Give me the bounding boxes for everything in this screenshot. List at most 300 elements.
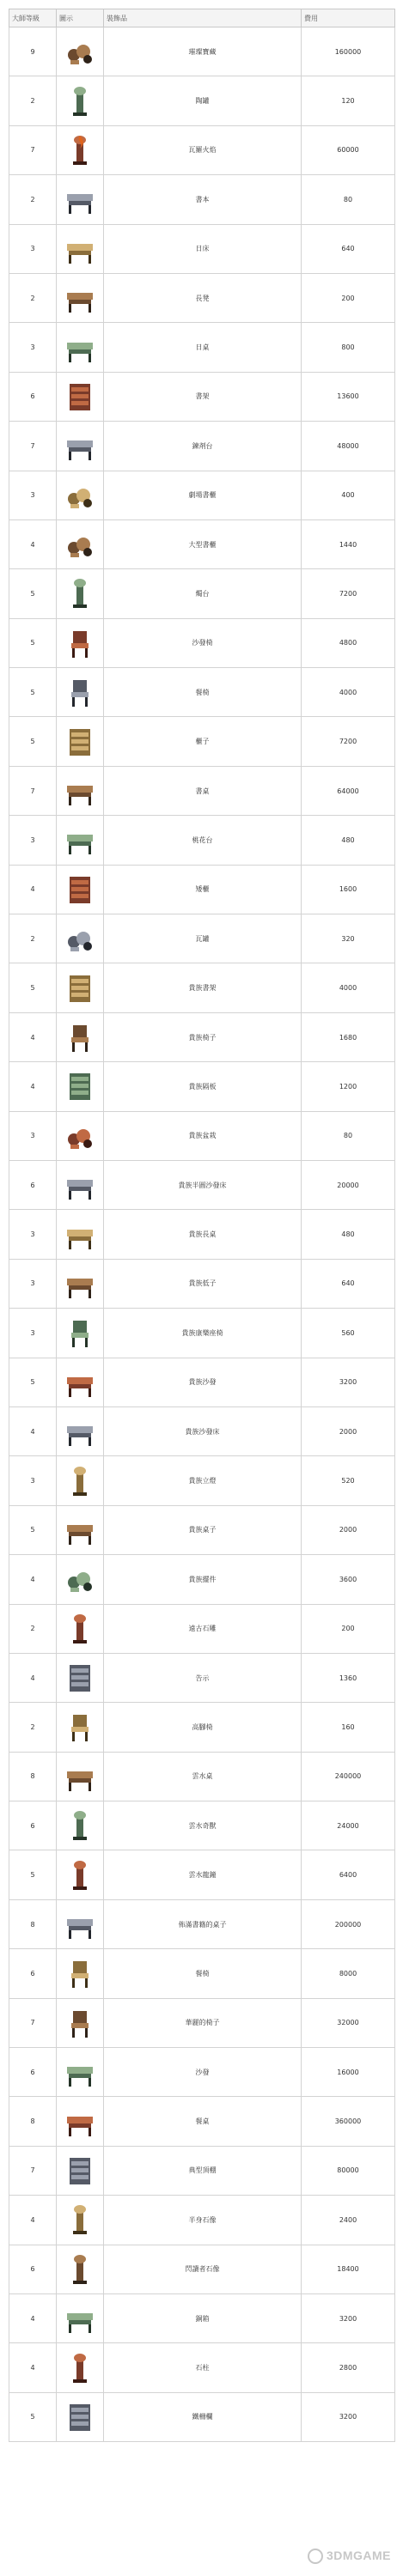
cell-icon [57,914,104,963]
cell-name: 典型頂棚 [104,2146,302,2195]
scattered-items-icon [62,921,98,956]
table-row [9,1062,395,1111]
table-row [9,717,395,766]
cell-level: 2 [9,1703,57,1752]
cell-level: 3 [9,1210,57,1259]
cell-icon [57,1505,104,1554]
cell-icon [57,668,104,717]
cell-icon [57,372,104,421]
cell-level: 3 [9,323,57,372]
cell-cost: 3200 [302,2293,395,2342]
side-table-icon [62,823,98,857]
cell-cost: 3600 [302,1555,395,1604]
cell-level: 2 [9,1604,57,1653]
cell-level: 3 [9,1456,57,1505]
bird-statue-icon [62,1808,98,1843]
cell-name: 石柱 [104,2343,302,2392]
table-row [9,1012,395,1061]
cell-level: 2 [9,273,57,322]
cell-level: 5 [9,1505,57,1554]
cell-icon [57,273,104,322]
low-table-icon [62,1267,98,1301]
cell-cost: 560 [302,1309,395,1358]
cell-name: 遠古石雕 [104,1604,302,1653]
cell-cost: 520 [302,1456,395,1505]
cell-icon [57,2343,104,2392]
table-row [9,1653,395,1702]
header-cost: 費用 [302,9,395,27]
cell-cost: 200 [302,273,395,322]
cell-level: 8 [9,2097,57,2146]
cell-cost: 360000 [302,2097,395,2146]
table-body [9,27,395,2442]
cell-level: 7 [9,1998,57,2047]
noble-shelf-icon [62,971,98,1005]
cell-cost: 160000 [302,27,395,76]
alchemy-table-icon [62,428,98,463]
table-row [9,27,395,76]
cell-name: 貴族長桌 [104,1210,302,1259]
cell-name: 貴族沙發床 [104,1406,302,1455]
cell-cost: 480 [302,1210,395,1259]
cell-icon [57,1801,104,1850]
cell-name: 日桌 [104,323,302,372]
cell-cost: 4000 [302,963,395,1012]
cell-name: 書本 [104,175,302,224]
cell-cost: 1600 [302,865,395,914]
cell-name: 佈滿書籍的桌子 [104,1899,302,1948]
cell-icon [57,1653,104,1702]
table-row [9,125,395,174]
book-table-icon [62,1907,98,1941]
table-row [9,76,395,125]
cell-cost: 80 [302,1111,395,1160]
table-row [9,2097,395,2146]
header-name: 裝飾品 [104,9,302,27]
cell-level: 3 [9,1111,57,1160]
cell-icon [57,1899,104,1948]
table-row [9,1555,395,1604]
watermark [271,2549,391,2569]
cell-level: 3 [9,471,57,519]
cell-name: 貴族椅子 [104,1012,302,1061]
cell-icon [57,2392,104,2441]
cell-level: 5 [9,2392,57,2441]
cell-level: 4 [9,1653,57,1702]
cell-icon [57,1160,104,1209]
table-row [9,1899,395,1948]
cell-level: 9 [9,27,57,76]
cell-cost: 7200 [302,569,395,618]
cell-level: 3 [9,1309,57,1358]
cell-cost: 120 [302,76,395,125]
cell-name: 華麗的椅子 [104,1998,302,2047]
reader-statue-icon [62,2252,98,2287]
cell-level: 5 [9,1850,57,1899]
cell-name: 櫃子 [104,717,302,766]
noble-sofa-icon [62,1365,98,1400]
cell-level: 4 [9,1062,57,1111]
sofa-bed-icon [62,1414,98,1449]
cell-level: 3 [9,224,57,273]
table-row [9,766,395,815]
table-row [9,1703,395,1752]
cell-level: 6 [9,1801,57,1850]
cell-level: 4 [9,2293,57,2342]
table-row [9,2245,395,2293]
cell-cost: 480 [302,816,395,865]
ornate-table-icon [62,1759,98,1794]
book-icon [62,182,98,216]
cell-name: 燭台 [104,569,302,618]
table-row [9,1998,395,2047]
cell-icon [57,569,104,618]
bust-statue-icon [62,2202,98,2237]
cell-icon [57,1604,104,1653]
cell-level: 7 [9,422,57,471]
cell-cost: 2000 [302,1505,395,1554]
table-row [9,1160,395,1209]
table-row [9,2146,395,2195]
cell-cost: 640 [302,1259,395,1308]
cell-icon [57,175,104,224]
cell-name: 書架 [104,372,302,421]
cell-name: 劇場書櫃 [104,471,302,519]
cell-level: 4 [9,1012,57,1061]
book-stack-icon [62,478,98,513]
watermark-text: 3DMGAME [326,2549,391,2562]
folding-screen-icon [62,1069,98,1103]
cell-icon [57,1358,104,1406]
cell-level: 4 [9,2196,57,2245]
bed-icon [62,232,98,266]
stone-pillar-icon [62,2351,98,2385]
cell-cost: 13600 [302,372,395,421]
cell-cost: 60000 [302,125,395,174]
table-row [9,1505,395,1554]
cell-level: 8 [9,1899,57,1948]
canopy-icon [62,2154,98,2188]
round-sofa-icon [62,1168,98,1202]
large-book-stack-icon [62,527,98,562]
cell-cost: 48000 [302,422,395,471]
fancy-chair-icon [62,2006,98,2040]
cell-level: 4 [9,519,57,568]
candlestick-icon [62,576,98,611]
table-row [9,2293,395,2342]
iron-fence-icon [62,2400,98,2434]
watermark-logo-icon [308,2549,323,2564]
cell-name: 沙發椅 [104,618,302,667]
table-row [9,1358,395,1406]
cell-name: 半身石像 [104,2196,302,2245]
cell-name: 錬剤台 [104,422,302,471]
cell-level: 7 [9,2146,57,2195]
cell-name: 矮櫃 [104,865,302,914]
cell-icon [57,1949,104,1998]
table-row [9,2343,395,2392]
table-row [9,1752,395,1801]
cell-level: 5 [9,668,57,717]
table-row [9,2048,395,2097]
page-container [9,9,394,2442]
round-chair-icon [62,1956,98,1990]
table-row [9,668,395,717]
cell-name: 沙發 [104,2048,302,2097]
cell-level: 8 [9,1752,57,1801]
cell-name: 貴族桌子 [104,1505,302,1554]
cell-level: 2 [9,175,57,224]
table-row [9,471,395,519]
table-row [9,323,395,372]
cell-cost: 4800 [302,618,395,667]
treasure-pile-icon [62,34,98,69]
table-row [9,1949,395,1998]
cell-icon [57,1703,104,1752]
table-row [9,2392,395,2441]
cell-level: 6 [9,372,57,421]
cell-name: 貴族立燈 [104,1456,302,1505]
cell-name: 貴族隔板 [104,1062,302,1111]
table-icon [62,331,98,365]
cell-level: 6 [9,1949,57,1998]
cell-level: 5 [9,1358,57,1406]
cell-level: 3 [9,1259,57,1308]
cell-icon [57,816,104,865]
high-chair-icon [62,1710,98,1744]
cell-icon [57,422,104,471]
cell-cost: 200000 [302,1899,395,1948]
low-cabinet-icon [62,872,98,907]
table-row [9,1604,395,1653]
cell-cost: 2800 [302,2343,395,2392]
cell-icon [57,519,104,568]
cell-cost: 4000 [302,668,395,717]
cell-icon [57,618,104,667]
cell-icon [57,1259,104,1308]
cell-name: 瓦罐 [104,914,302,963]
table-row [9,618,395,667]
cell-icon [57,717,104,766]
flame-icon [62,133,98,167]
table-row [9,963,395,1012]
cell-cost: 32000 [302,1998,395,2047]
cell-level: 4 [9,1406,57,1455]
cell-cost: 640 [302,224,395,273]
cell-name: 高腳椅 [104,1703,302,1752]
table-row [9,1456,395,1505]
cell-icon [57,1012,104,1061]
cell-level: 6 [9,2048,57,2097]
cell-name: 告示 [104,1653,302,1702]
cell-icon [57,2196,104,2245]
stool-icon [62,1315,98,1350]
cell-cost: 240000 [302,1752,395,1801]
cell-icon [57,1998,104,2047]
table-row [9,865,395,914]
cell-icon [57,2097,104,2146]
cell-icon [57,125,104,174]
cell-name: 雲水龍鐘 [104,1850,302,1899]
cell-icon [57,27,104,76]
cell-name: 餐椅 [104,1949,302,1998]
cell-name: 貴族沙發 [104,1358,302,1406]
cell-cost: 320 [302,914,395,963]
cell-icon [57,1850,104,1899]
cell-name: 貴族低子 [104,1259,302,1308]
cell-icon [57,1062,104,1111]
floor-lamp-icon [62,1464,98,1498]
cell-cost: 1200 [302,1062,395,1111]
cell-name: 日床 [104,224,302,273]
table-row [9,1210,395,1259]
cell-name: 雲水奇獸 [104,1801,302,1850]
cell-icon [57,2048,104,2097]
cell-level: 2 [9,76,57,125]
table-row [9,273,395,322]
cell-name: 貴族盆栽 [104,1111,302,1160]
cell-name: 璀璨寶藏 [104,27,302,76]
table-row [9,1111,395,1160]
cell-level: 2 [9,914,57,963]
cell-level: 7 [9,125,57,174]
cell-cost: 1360 [302,1653,395,1702]
cell-icon [57,865,104,914]
cell-cost: 20000 [302,1160,395,1209]
cell-name: 貴族半圓沙發床 [104,1160,302,1209]
cell-name: 雲水桌 [104,1752,302,1801]
cell-level: 4 [9,2343,57,2392]
table-row [9,1406,395,1455]
stone-carving-icon [62,1612,98,1646]
long-table-icon [62,1218,98,1252]
cell-icon [57,76,104,125]
cell-cost: 80 [302,175,395,224]
cell-name: 貴族康樂座椅 [104,1309,302,1358]
cell-name: 閃讀者石像 [104,2245,302,2293]
cell-name: 瓦羅火焰 [104,125,302,174]
cell-name: 貴族書架 [104,963,302,1012]
cell-cost: 6400 [302,1850,395,1899]
cell-cost: 64000 [302,766,395,815]
cell-cost: 2000 [302,1406,395,1455]
cell-level: 5 [9,618,57,667]
cell-name: 貴族擺件 [104,1555,302,1604]
cell-name: 書桌 [104,766,302,815]
table-row [9,519,395,568]
bookshelf-icon [62,380,98,414]
cell-cost: 200 [302,1604,395,1653]
dining-chair-icon [62,675,98,709]
cell-icon [57,2245,104,2293]
notice-board-icon [62,1661,98,1695]
table-row [9,372,395,421]
cell-icon [57,1309,104,1358]
cell-level: 4 [9,1555,57,1604]
cell-name: 銅箱 [104,2293,302,2342]
cell-cost: 3200 [302,1358,395,1406]
cell-name: 桃花台 [104,816,302,865]
cell-icon [57,323,104,372]
chest-icon [62,2301,98,2336]
table-row [9,914,395,963]
cell-cost: 24000 [302,1801,395,1850]
cell-icon [57,1406,104,1455]
cell-level: 6 [9,1160,57,1209]
grandfather-clock-icon [62,1858,98,1893]
cell-name: 餐椅 [104,668,302,717]
cell-level: 5 [9,963,57,1012]
cell-level: 4 [9,865,57,914]
table-row [9,224,395,273]
decoration-table [9,9,395,2442]
table-row [9,2196,395,2245]
cell-icon [57,471,104,519]
cell-cost: 2400 [302,2196,395,2245]
cabinet-icon [62,725,98,759]
chaise-icon [62,2055,98,2089]
cell-cost: 1680 [302,1012,395,1061]
ornament-icon [62,1562,98,1596]
cell-icon [57,1555,104,1604]
table-row [9,816,395,865]
cell-icon [57,963,104,1012]
armchair-icon [62,626,98,660]
table-row [9,422,395,471]
cell-cost: 800 [302,323,395,372]
noble-chair-icon [62,1020,98,1054]
table-row [9,1309,395,1358]
cell-icon [57,766,104,815]
cell-cost: 18400 [302,2245,395,2293]
cell-name: 大型書櫃 [104,519,302,568]
pottery-jar-icon [62,84,98,118]
table-row [9,1850,395,1899]
cell-level: 6 [9,2245,57,2293]
cell-icon [57,2146,104,2195]
cell-level: 5 [9,717,57,766]
desk-icon [62,774,98,808]
header-icon: 圖示 [57,9,104,27]
cell-icon [57,1752,104,1801]
cell-cost: 3200 [302,2392,395,2441]
table-row [9,1259,395,1308]
table-header [9,9,395,27]
table-row [9,175,395,224]
cell-level: 5 [9,569,57,618]
cell-name: 餐桌 [104,2097,302,2146]
header-level: 大師等級 [9,9,57,27]
cell-name: 陶罐 [104,76,302,125]
cell-name: 長凳 [104,273,302,322]
cell-cost: 80000 [302,2146,395,2195]
table-row [9,1801,395,1850]
cell-name: 鐵柵欄 [104,2392,302,2441]
cell-icon [57,2293,104,2342]
cell-cost: 8000 [302,1949,395,1998]
cell-level: 3 [9,816,57,865]
cell-level: 7 [9,766,57,815]
round-table-icon [62,1513,98,1547]
table-row [9,569,395,618]
banquet-table-icon [62,2105,98,2139]
bench-icon [62,281,98,315]
cell-icon [57,1456,104,1505]
cell-cost: 1440 [302,519,395,568]
cell-icon [57,224,104,273]
cell-cost: 400 [302,471,395,519]
cell-cost: 160 [302,1703,395,1752]
